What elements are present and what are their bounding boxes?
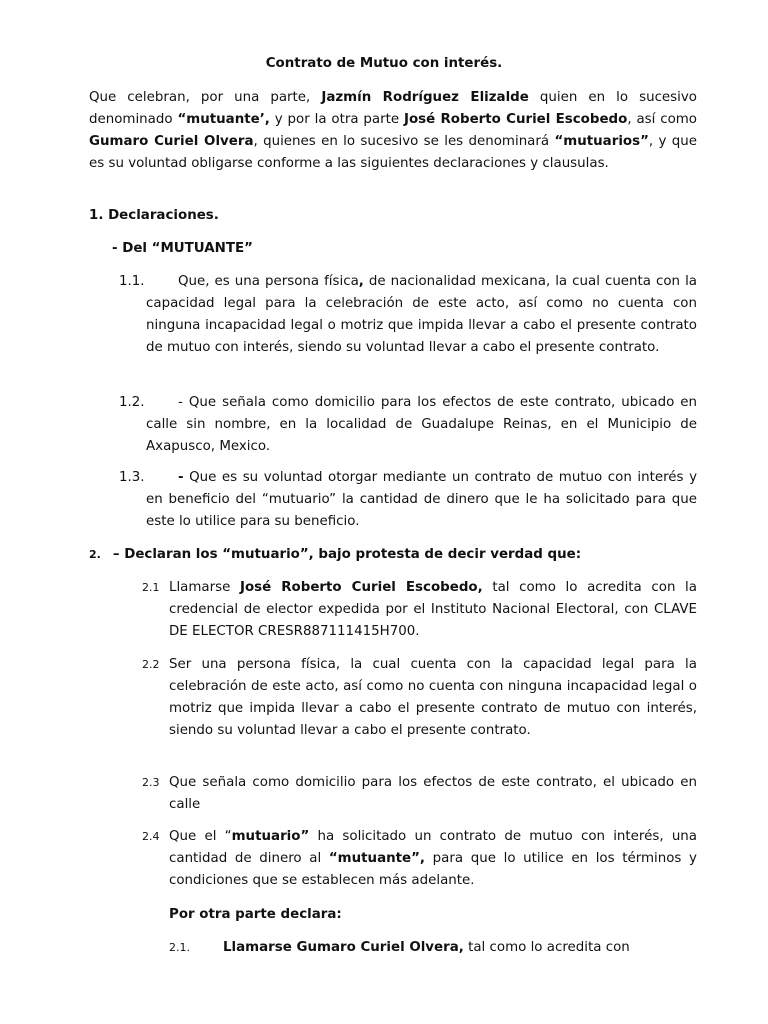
clause-1-1: [119, 271, 697, 359]
clause-number: 2.1: [142, 581, 160, 594]
clause-number: 2.3: [142, 776, 160, 789]
clause-1-3: [119, 467, 697, 533]
clause-number: 2.2: [142, 658, 160, 671]
clause-1-2: [119, 392, 697, 458]
clause-number: 1.2.: [119, 395, 145, 410]
intro-mutuante-term: “mutuante’,: [177, 112, 270, 127]
section-2-heading: [89, 544, 581, 566]
clause-bold-name: José Roberto Curiel Escobedo,: [239, 580, 483, 595]
section-2-number: 2.: [89, 548, 101, 561]
section-2-title: – Declaran los “mutuario”, bajo protesta de decir verdad que:: [112, 547, 582, 562]
clause-2-4: [142, 826, 697, 892]
intro-mutuario-name-1: José Roberto Curiel Escobedo: [403, 112, 628, 127]
clause-bold-mutuario: mutuario”: [231, 829, 310, 844]
intro-mutuante-name: Jazmín Rodríguez Elizalde: [321, 90, 529, 105]
clause-text: tal como lo acredita con: [463, 940, 630, 955]
intro-mutuarios-term: “mutuarios”: [554, 134, 649, 149]
intro-paragraph: [89, 87, 697, 175]
clause-text: Que, es una persona física: [178, 274, 359, 289]
clause-2-1-second: [169, 937, 697, 959]
clause-text-cont: de nacionalidad mexicana, la cual cuenta con la capacidad legal para la celebración de este acto, así como no cuenta con ninguna incapacidad legal o motriz que impida llevar a cabo el presente contrato de mutuo con interés, siendo su voluntad llevar a cabo el presente contrato.: [146, 274, 697, 355]
clause-2-2: [142, 654, 697, 742]
clause-text: Que el “: [169, 829, 232, 844]
clause-text-cont: ha solicitado un contrato de mutuo con interés, una cantidad de dinero al: [169, 829, 697, 866]
section-1-heading: 1. Declaraciones.: [89, 208, 219, 223]
intro-text-1: Que celebran, por una parte,: [89, 90, 322, 105]
clause-2-3: [142, 772, 697, 816]
clause-text: Que señala como domicilio para los efectos de este contrato, el ubicado en calle: [169, 775, 697, 812]
intro-text-6: , y que es su voluntad obligarse conforme a las siguientes declaraciones y clausulas.: [89, 134, 697, 171]
clause-bold-mutuante: “mutuante”,: [328, 851, 426, 866]
intro-text-4: , así como: [627, 112, 698, 127]
section-1-subheading: - Del “MUTUANTE”: [112, 241, 253, 256]
clause-number: 2.1.: [169, 941, 190, 954]
intro-mutuario-name-2: Gumaro Curiel Olvera: [89, 134, 254, 149]
intro-text-3: y por la otra parte: [269, 112, 404, 127]
clause-text-end: para que lo utilice en los términos y condiciones que se establecen más adelante.: [169, 851, 697, 888]
clause-2-1: [142, 577, 697, 643]
document-title: Contrato de Mutuo con interés.: [265, 56, 503, 71]
other-party-heading: Por otra parte declara:: [169, 907, 342, 922]
clause-number: 2.4: [142, 830, 160, 843]
clause-text: Ser una persona física, la cual cuenta con la capacidad legal para la celebración de este acto, así como no cuenta con ninguna incapacidad legal o motriz que impida llevar a cabo el presente contrato de mutuo con interés, siendo su voluntad llevar a cabo el presente contrato.: [169, 657, 697, 738]
clause-bold-name: Llamarse Gumaro Curiel Olvera,: [223, 940, 464, 955]
clause-text: Llamarse: [169, 580, 240, 595]
intro-text-2: quien en lo sucesivo denominado: [89, 90, 697, 127]
clause-number: 1.1.: [119, 274, 145, 289]
intro-text-5: , quienes en lo sucesivo se les denominará: [253, 134, 555, 149]
clause-bold-dash: -: [178, 470, 184, 485]
clause-text: - Que señala como domicilio para los efectos de este contrato, ubicado en calle sin nombre, en la localidad de Guadalupe Reinas, en el Municipio de Axapusco, Mexico.: [146, 395, 697, 454]
clause-number: 1.3.: [119, 470, 145, 485]
clause-text: Que es su voluntad otorgar mediante un contrato de mutuo con interés y en beneficio del “mutuario” la cantidad de dinero que le ha solicitado para que este lo utilice para su beneficio.: [146, 470, 697, 529]
clause-bold-comma: ,: [358, 274, 364, 289]
clause-text-cont: tal como lo acredita con la credencial de elector expedida por el Instituto Nacional Electoral, con CLAVE DE ELECTOR CRESR887111415H700.: [169, 580, 697, 639]
